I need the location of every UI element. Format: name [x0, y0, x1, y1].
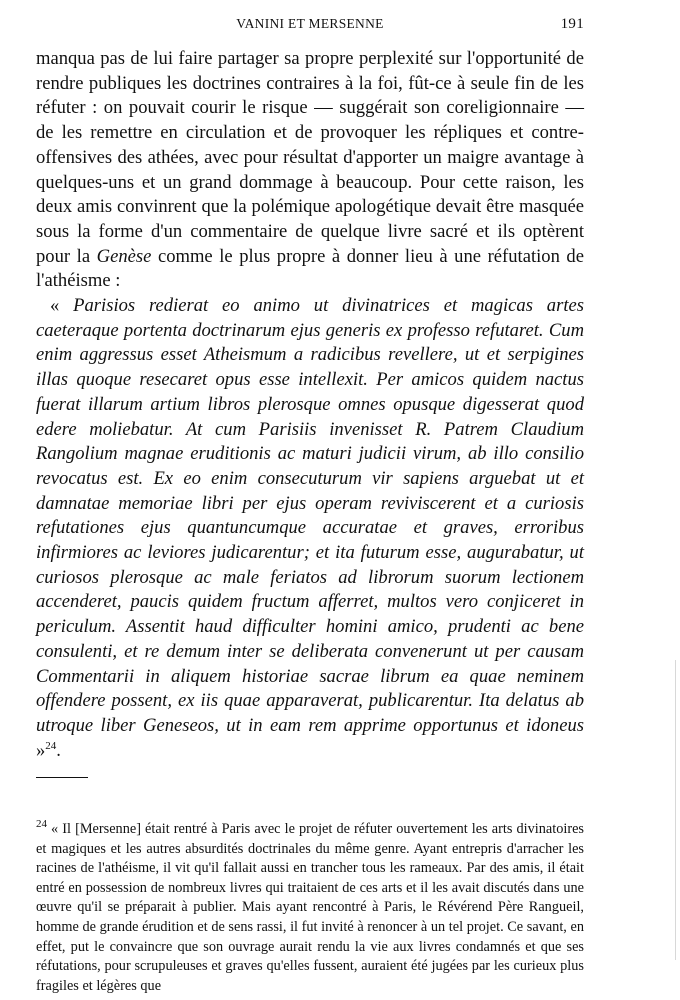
paragraph-start: manqua pas de lui faire partager sa propre perplexité sur l'opportunité de rendre publiques les doctrines contraires à la foi, fût-ce à seule fin de les réfuter : on pouvait courir le risque — suggérait son coreligionnaire — de les remettre en circulation et de provoquer les répliques et contre-offensives des athées, avec pour résultat d'apporter un maigre avantage à quelques-uns et un grand dommage à beaucoup. Pour cette raison, les deux amis convinrent que la polémique apologétique devait être masquée sous la forme d'un commentaire de quelque livre sacré et ils optèrent pour la [36, 48, 584, 267]
page-number: 191 [560, 16, 584, 32]
quote-close-mark: » [36, 739, 46, 761]
running-title: VANINI ET MERSENNE [236, 16, 384, 31]
genesis-title: Genèse [96, 245, 152, 267]
latin-quotation [36, 294, 584, 763]
paragraph-end: comme le plus propre à donner lieu à une réfutation de l'athéisme : [36, 245, 584, 292]
running-head [36, 16, 584, 38]
footnote-reference[interactable]: 24 [45, 739, 57, 752]
quote-end-punctuation: . [56, 739, 61, 761]
footnote-text: « Il [Mersenne] était rentré à Paris avec le projet de réfuter ouvertement les arts divinatoires et magiques et les autres absurdités doctrinales du même genre. Ayant entrepris d'arracher les racines de l'athéisme, il vit qu'il fallait aussi en trancher tous les rameaux. Par des amis, il était entré en possession de nombreux livres qui traitaient de ces arts et il les avait discutés dans une œuvre qu'il se préparait à publier. Mais ayant rencontré à Paris, le Révérend Père Rangueil, homme de grande érudition et de sens rassi, il fut invité à renoncer à un tel projet. Ce savant, en effet, put le convaincre que son ouvrage aurait rendu la vie aux livres condamnés et que ses réfutations, pour scrupuleuses et graves qu'elles fussent, auraient été jugées par les curieux plus fragiles et légères que [36, 821, 584, 994]
book-page [36, 0, 584, 1000]
scan-edge-line [675, 660, 676, 960]
footnote [36, 820, 584, 996]
main-text [36, 47, 584, 763]
footnote-number: 24 [36, 818, 47, 831]
latin-quote-text: Parisios redierat eo animo ut divinatrices et magicas artes caeteraque portenta doctrinarum ejus generis ex professo refutaret. Cum enim aggressus esset Atheismum a radicibus revellere, ut et serpigines illas quoque resecaret opus esse intellexit. Per amicos quidem nactus fuerat illarum artium libros plerosque omnes opusque digesserat quod edere moliebatur. At cum Parisiis invenisset R. Patrem Claudium Rangolium magnae eruditionis ac maturi judicii virum, ab illo consilio revocatus est. Ex eo enim consecuturum vir sapiens arguebat ut et damnatae memoriae libri per ejus operam reviviscerent et a curiosis refutationes ejus quantuncumque accuratae et graves, erroribus infirmiores ac leviores judicarentur; et ita futurum esse, augurabatur, ut curiosos plerosque ac male feriatos ad librorum suorum lectionem accenderet, paucis quidem fructum afferret, multos vero conjiceret in periculum. Assentit haud difficulter homini amico, prudenti ac bene consulenti, et re demum inter se deliberata convenerunt ut per causam Commentarii in aliquem historiae sacrae librum ea quae neminem offendere possent, ex iis quae apparaverat, publicarentur. Ita delatus ab utroque liber Geneseos, ut in eam rem apprime opportunus et idoneus [36, 295, 584, 736]
footnote-separator [36, 777, 88, 778]
quote-open-mark: « [50, 295, 74, 317]
body-paragraph [36, 47, 584, 294]
